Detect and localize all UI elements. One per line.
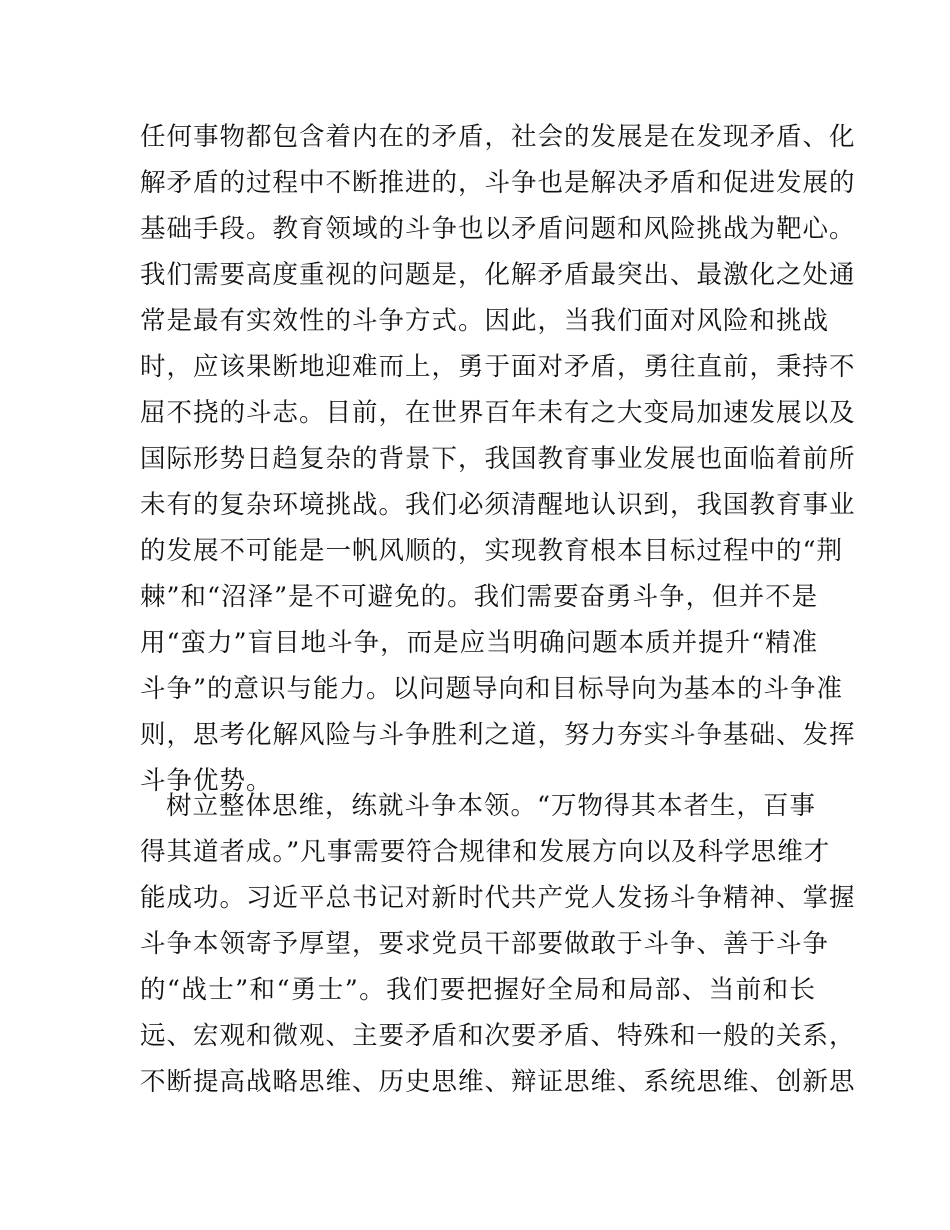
text-line: 基础手段。教育领域的斗争也以矛盾问题和风险挑战为靶心。 xyxy=(140,214,856,244)
text-line: 不断提高战略思维、历史思维、辩证思维、系统思维、创新思 xyxy=(140,1067,856,1097)
paragraph-1 xyxy=(140,114,856,804)
text-line: 斗争”的意识与能力。以问题导向和目标导向为基本的斗争准 xyxy=(140,674,844,704)
text-line: 棘”和“沼泽”是不可避免的。我们需要奋勇斗争，但并不是 xyxy=(140,582,819,612)
text-line: 国际形势日趋复杂的背景下，我国教育事业发展也面临着前所 xyxy=(140,444,856,474)
text-line: 解矛盾的过程中不断推进的，斗争也是解决矛盾和促进发展的 xyxy=(140,168,856,198)
text-line: 的“战士”和“勇士”。我们要把握好全局和局部、当前和长 xyxy=(140,975,816,1005)
text-line: 任何事物都包含着内在的矛盾，社会的发展是在发现矛盾、化 xyxy=(140,122,856,152)
text-line: 屈不挠的斗志。目前，在世界百年未有之大变局加速发展以及 xyxy=(140,398,856,428)
text-line: 能成功。习近平总书记对新时代共产党人发扬斗争精神、掌握 xyxy=(140,883,856,913)
text-line-indented: 树立整体思维，练就斗争本领。“万物得其本者生，百事 xyxy=(166,791,817,821)
paragraph-2 xyxy=(140,783,856,1105)
text-line: 斗争优势。 xyxy=(140,766,273,796)
text-line: 得其道者成。”凡事需要符合规律和发展方向以及科学思维才 xyxy=(140,837,831,867)
text-line: 我们需要高度重视的问题是，化解矛盾最突出、最激化之处通 xyxy=(140,260,856,290)
text-line: 则，思考化解风险与斗争胜利之道，努力夯实斗争基础、发挥 xyxy=(140,720,856,750)
text-line: 常是最有实效性的斗争方式。因此，当我们面对风险和挑战 xyxy=(140,306,830,336)
text-line: 远、宏观和微观、主要矛盾和次要矛盾、特殊和一般的关系， xyxy=(140,1021,856,1051)
text-line: 斗争本领寄予厚望，要求党员干部要做敢于斗争、善于斗争 xyxy=(140,929,830,959)
text-line: 用“蛮力”盲目地斗争，而是应当明确问题本质并提升“精准 xyxy=(140,628,819,658)
text-line: 的发展不可能是一帆风顺的，实现教育根本目标过程中的“荆 xyxy=(140,536,844,566)
text-line: 时，应该果断地迎难而上，勇于面对矛盾，勇往直前，秉持不 xyxy=(140,352,856,382)
text-line: 未有的复杂环境挑战。我们必须清醒地认识到，我国教育事业 xyxy=(140,490,856,520)
